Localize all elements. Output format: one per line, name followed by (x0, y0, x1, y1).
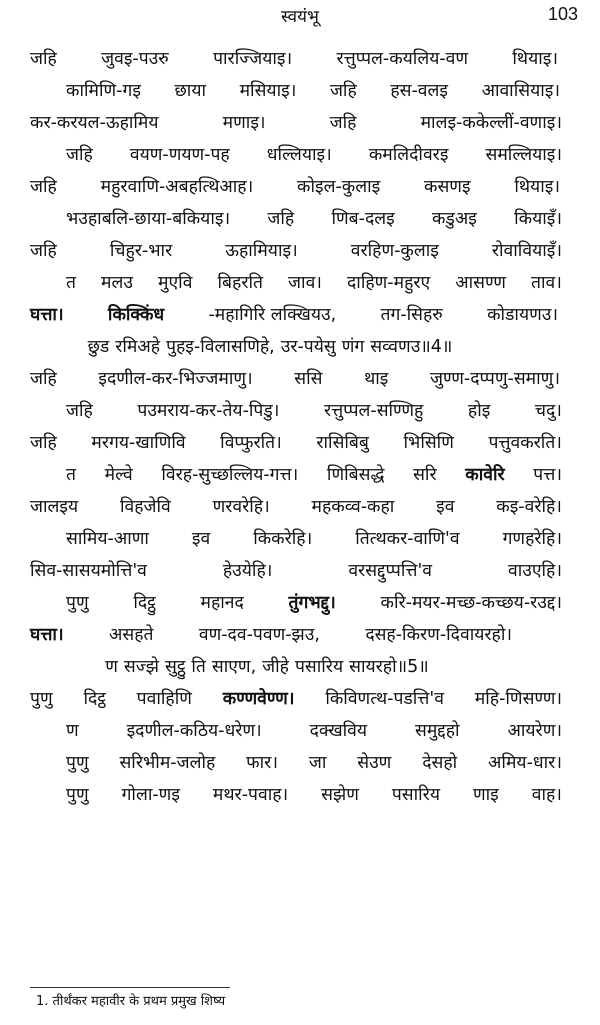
verse-word: छाया (174, 81, 206, 101)
verse-word: फार। (246, 753, 278, 773)
verse-word: सेउण (357, 753, 392, 773)
footnote: 1. तीर्थंकर महावीर के प्रथम प्रमुख शिष्य (36, 994, 226, 1009)
verse-word: हेउयेहि। (222, 561, 273, 581)
verse-word: वाह। (531, 785, 562, 805)
verse-line (30, 427, 562, 459)
verse-word: ऊहामियाइ। (225, 241, 298, 261)
verse-word: उर-पयेसु (280, 337, 336, 357)
verse-line (66, 267, 562, 299)
verse-word: कावेरि (465, 465, 505, 485)
verse-word: तुंगभद्दु। (288, 593, 336, 613)
verse-word: विहजेवि (119, 497, 171, 517)
verse-word: कामिणि-गइ (66, 81, 141, 101)
verse-word: गोला-णइ (121, 785, 180, 805)
verse-word: ण (66, 721, 79, 741)
verse-word: त (66, 465, 76, 485)
verse-word: -महागिरि लक्खियउ, (208, 305, 337, 325)
verse-word: जा (308, 753, 327, 773)
verse-line (66, 75, 560, 107)
verse-line (66, 459, 562, 491)
verse-word: णंग (341, 337, 365, 357)
verse-line (66, 523, 562, 555)
verse-word: विप्फुरति। (220, 433, 282, 453)
verse-word: आवासियाइ। (481, 81, 560, 101)
verse-word: साएण, (211, 657, 257, 677)
verse-word: णाइ (472, 785, 499, 805)
verse-word: मसियाइ। (239, 81, 297, 101)
verse-word: इदणील-कठिय-धरेण। (126, 721, 262, 741)
verse-word: दाहिण-महुरए (347, 273, 431, 293)
verse-word: होइ (467, 401, 491, 421)
verse-word: मेल्वे (104, 465, 133, 485)
verse-word: सामिय-आणा (66, 529, 149, 549)
verse-word: जहि (66, 401, 93, 421)
verse-word: थियाइ। (514, 177, 560, 197)
verse-word: हस-वलइ (390, 81, 448, 101)
verse-word: किकरेहि। (253, 529, 313, 549)
verse-line (30, 619, 512, 651)
verse-word: वरहिण-कुलाइ (350, 241, 439, 261)
verse-word: वाउएहि। (507, 561, 562, 581)
verse-word: जालइय (30, 497, 79, 517)
verse-word: बिहरति (217, 273, 263, 293)
verse-word: महकव्व-कहा (311, 497, 395, 517)
verse-word: जाव। (288, 273, 322, 293)
verse-word: मरगय-खाणिवि (91, 433, 186, 453)
verse-word: सरिभीम-जलोह (119, 753, 216, 773)
verse-word: समुद्दहो (414, 721, 460, 741)
verse-word: मथर-पवाह। (212, 785, 289, 805)
verse-word: सिव-सासयमोत्ति'व (30, 561, 147, 581)
verse-word: जहि (66, 145, 93, 165)
verse-word: कडुअइ (432, 209, 477, 229)
verse-line (30, 683, 562, 715)
verse-word: ण (105, 657, 118, 677)
verse-word: घत्ता। (30, 305, 64, 325)
verse-word: भउहाबलि-छाया-बकियाइ। (66, 209, 231, 229)
verse-word: सझेण (321, 785, 359, 805)
verse-word: इदणील-कर-भिज्जमाणु। (98, 369, 253, 389)
verse-line (66, 203, 562, 235)
verse-word: देसहो (422, 753, 458, 773)
verse-line (66, 715, 562, 747)
verse-line (66, 139, 562, 171)
verse-word: सव्वणउ॥4॥ (370, 337, 453, 357)
verse-word: थाइ (364, 369, 389, 389)
verse-word: सुट्ठु (164, 657, 186, 677)
verse-word: मुएवि (158, 273, 193, 293)
verse-word: जहि (30, 369, 57, 389)
verse-word: त (66, 273, 76, 293)
verse-line (66, 395, 562, 427)
verse-word: वण-दव-पवण-झउ, (198, 625, 320, 645)
verse-word: रोवावियाइँ। (491, 241, 562, 261)
verse-word: किविणत्थ-पडत्ति'व (325, 689, 444, 709)
verse-word: ति (191, 657, 206, 677)
verse-word: पुणु (30, 689, 53, 709)
verse-word: घत्ता। (30, 625, 64, 645)
verse-word: विरह-सुच्छल्लिय-गत्त। (161, 465, 299, 485)
verse-word: रमिअहे (115, 337, 161, 357)
verse-line (66, 747, 562, 779)
verse-word: ताव। (531, 273, 562, 293)
verse-word: इव (436, 497, 455, 517)
verse-word: सरि (413, 465, 437, 485)
verse-word: मालइ-ककेल्लीं-वणाइ। (420, 113, 562, 133)
verse-line (90, 651, 444, 683)
verse-word: कर-करयल-ऊहामिय (30, 113, 159, 133)
verse-word: पत्त। (533, 465, 562, 485)
verse-word: कोडायणउ। (487, 305, 558, 325)
verse-word: महि-णिसण्ण। (474, 689, 562, 709)
verse-line (30, 43, 558, 75)
verse-word: जहि (30, 177, 57, 197)
verse-word: वयण-णयण-पह (129, 145, 230, 165)
verse-word: महुरवाणि-अबहत्थिआह। (100, 177, 254, 197)
verse-word: वरसद्दुप्पत्ति'व (348, 561, 433, 581)
verse-word: थियाइ। (512, 49, 558, 69)
verse-word: सज्झे (123, 657, 159, 677)
verse-word: पत्तुवकरति। (488, 433, 562, 453)
verse-word: णिबिसद्धे (326, 465, 385, 485)
footnote-divider (30, 987, 230, 988)
verse-word: कण्णवेण्ण। (222, 689, 295, 709)
verse-word: किक्किंध (107, 305, 165, 325)
verse-word: धल्लियाइ। (266, 145, 332, 165)
verse-word: पारज्जियाइ। (213, 49, 293, 69)
verse-line (30, 107, 562, 139)
page-number: 103 (547, 4, 578, 24)
verse-word: णरवरेहि। (212, 497, 270, 517)
verse-word: भिसिणि (403, 433, 454, 453)
verse-word: रासिबिबु (316, 433, 369, 453)
verse-line (30, 171, 560, 203)
verse-word: असहते (109, 625, 154, 645)
verse-word: कइ-वरेहि। (496, 497, 562, 517)
verse-word: जहि (30, 241, 57, 261)
verse-word: करि-मयर-मच्छ-कच्छय-रउद्द। (380, 593, 562, 613)
verse-word: जहि (329, 81, 357, 101)
verse-word: रत्तुप्पल-कयलिय-वण (336, 49, 469, 69)
verse-word: जुवइ-पउरु (101, 49, 169, 69)
verse-line (30, 235, 562, 267)
verse-line (30, 299, 558, 331)
verse-word: रत्तुप्पल-सण्णिहु (323, 401, 424, 421)
verse-line (84, 331, 456, 363)
page-header (0, 4, 600, 28)
verse-line (66, 587, 562, 619)
verse-word: जहि (30, 49, 57, 69)
verse-word: जहि (267, 209, 295, 229)
verse-word: मणाइ। (222, 113, 266, 133)
verse-word: जहि (30, 433, 57, 453)
verse-word: पुणु (66, 785, 89, 805)
verse-word: पसारिय (294, 657, 344, 677)
verse-word: जुण्ण-दप्पणु-समाणु। (429, 369, 560, 389)
verse-word: महानद (200, 593, 244, 613)
verse-word: समल्लियाइ। (485, 145, 562, 165)
verse-word: णिब-दलइ (331, 209, 395, 229)
verse-word: पउमराय-कर-तेय-पिडु। (137, 401, 280, 421)
verse-line (30, 555, 562, 587)
verse-word: तित्थकर-वाणि'व (355, 529, 460, 549)
verse-word: दसह-किरण-दिवायरहो। (365, 625, 512, 645)
verse-word: कमलिदीवरइ (368, 145, 449, 165)
verse-word: पुहइ-विलासणिहे, (166, 337, 275, 357)
verse-word: पवाहिणि (136, 689, 192, 709)
verse-line (30, 491, 562, 523)
verse-word: दिट्ठ (83, 689, 106, 709)
verse-word: इव (191, 529, 211, 549)
verse-word: कसणइ (424, 177, 471, 197)
verse-word: पुणु (66, 593, 89, 613)
verse-word: ससि (294, 369, 323, 389)
verse-word: आसण्ण (455, 273, 506, 293)
verse-word: चदु। (534, 401, 562, 421)
verse-word: दिट्ठु (133, 593, 156, 613)
verse-word: गणहरेहि। (502, 529, 562, 549)
verse-line (30, 363, 560, 395)
verse-word: तग-सिहरु (380, 305, 443, 325)
verse-word: कियाइँ। (514, 209, 562, 229)
verse-word: सायरहो॥5॥ (349, 657, 429, 677)
verse-word: दक्खविय (309, 721, 368, 741)
verse-word: अमिय-धार। (488, 753, 562, 773)
running-title: स्वयंभू (281, 7, 319, 27)
verse-line (66, 779, 562, 811)
verse-word: जहि (329, 113, 357, 133)
verse-word: कोइल-कुलाइ (297, 177, 381, 197)
verse-word: छुड (87, 337, 110, 357)
verse-word: पसारिय (391, 785, 440, 805)
verse-word: मलउ (101, 273, 133, 293)
verse-word: जीहे (262, 657, 289, 677)
verse-word: आयरेण। (507, 721, 562, 741)
verse-word: चिहुर-भार (109, 241, 173, 261)
verse-word: पुणु (66, 753, 89, 773)
